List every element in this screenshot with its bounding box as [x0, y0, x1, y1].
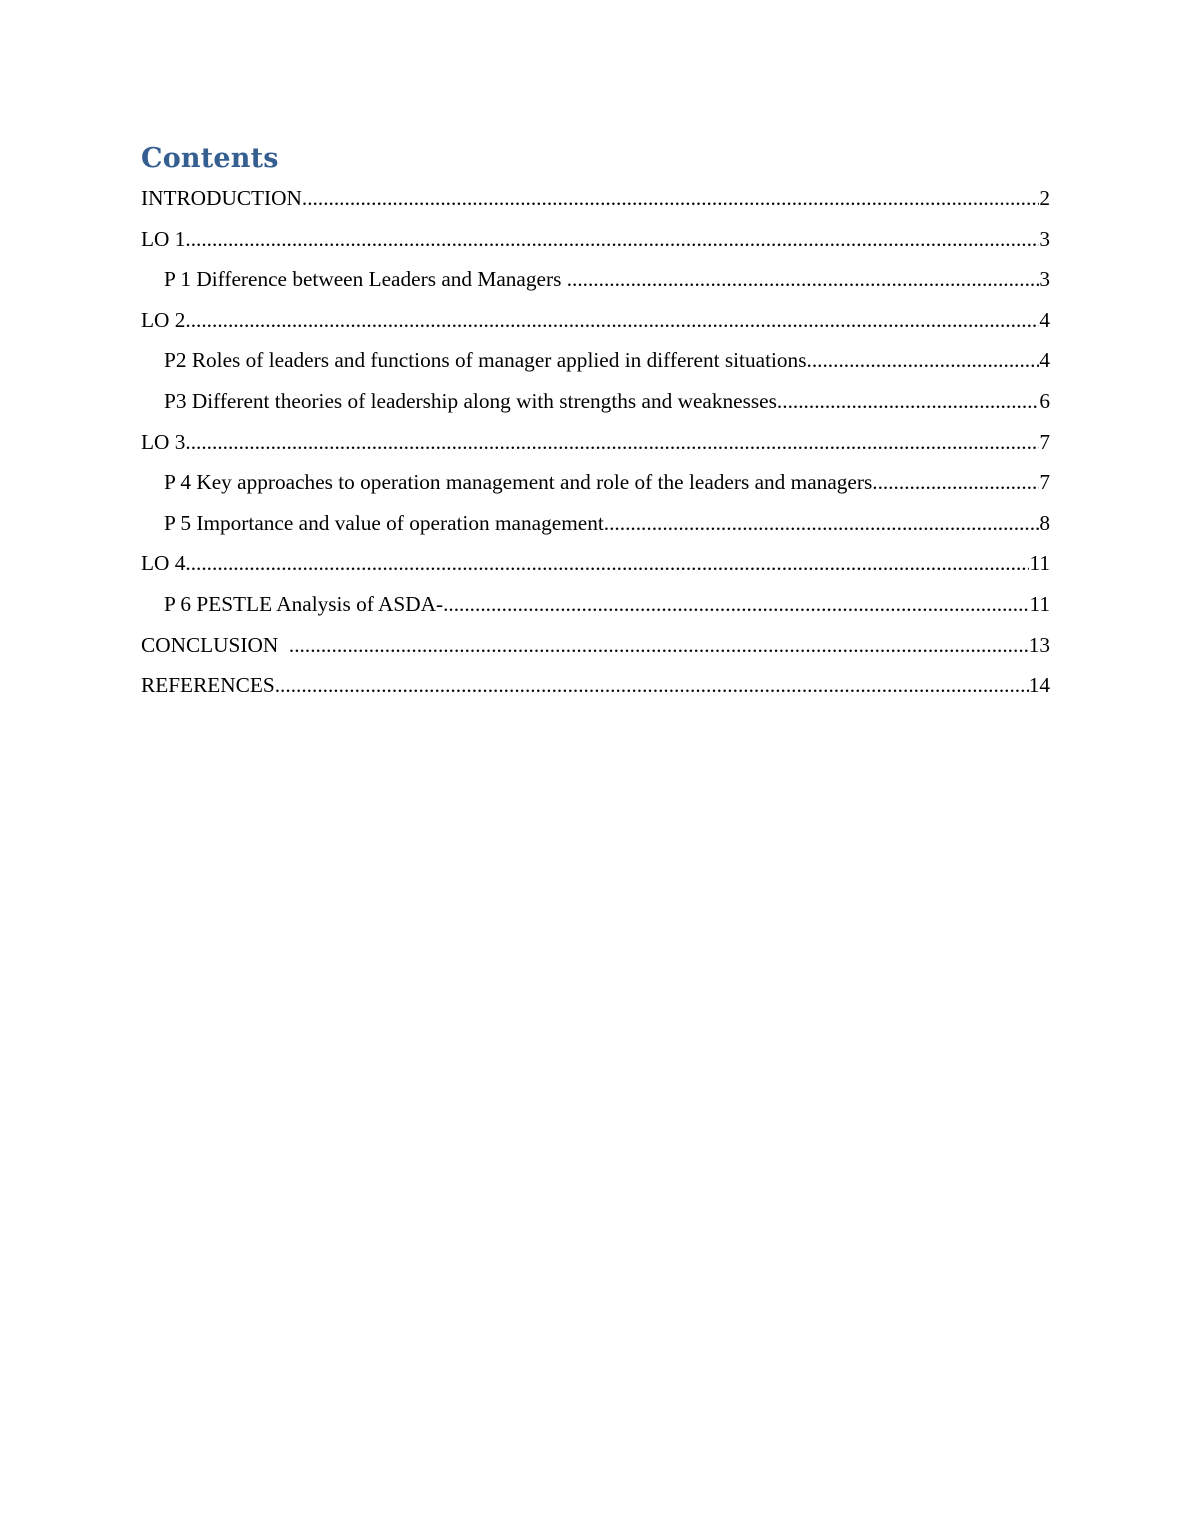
toc-entry-introduction[interactable] — [141, 178, 1050, 219]
toc-page-number: 2 — [1039, 186, 1050, 210]
toc-entry-references[interactable] — [141, 665, 1050, 706]
toc-entry-label: P2 Roles of leaders and functions of manager applied in different situations — [164, 348, 807, 373]
toc-entry-conclusion[interactable] — [141, 625, 1050, 666]
toc-entry-label: P 1 Difference between Leaders and Managers — [164, 267, 567, 292]
toc-page-number: 4 — [1039, 348, 1050, 373]
toc-page-number: 3 — [1039, 267, 1050, 292]
table-of-contents — [141, 140, 1050, 706]
dot-leader — [185, 219, 1039, 260]
toc-entry-p5[interactable] — [141, 503, 1050, 544]
toc-entry-lo1[interactable] — [141, 219, 1050, 260]
toc-heading: Contents — [141, 143, 279, 174]
toc-entry-p2[interactable] — [141, 340, 1050, 381]
dot-leader — [185, 300, 1039, 341]
dot-leader — [872, 462, 1039, 503]
toc-entry-lo3[interactable] — [141, 422, 1050, 463]
toc-entry-label: CONCLUSION — [141, 632, 289, 657]
toc-entry-p6[interactable] — [141, 584, 1050, 625]
toc-page-number: 14 — [1028, 673, 1050, 698]
toc-entry-label: INTRODUCTION — [141, 186, 302, 210]
toc-page-number: 7 — [1039, 470, 1050, 495]
toc-page-number: 7 — [1039, 429, 1050, 454]
toc-entry-label: LO 2 — [141, 307, 186, 332]
toc-entry-p4[interactable] — [141, 462, 1050, 503]
toc-page-number: 3 — [1039, 226, 1050, 251]
toc-page-number: 8 — [1039, 510, 1050, 535]
toc-page-number: 11 — [1029, 591, 1050, 616]
toc-list — [141, 178, 1050, 706]
toc-entry-lo4[interactable] — [141, 543, 1050, 584]
toc-entry-p1[interactable] — [141, 259, 1050, 300]
toc-entry-label: LO 1 — [141, 226, 186, 251]
toc-entry-label: P 4 Key approaches to operation management and role of the leaders and managers — [164, 470, 873, 495]
toc-entry-label: P 5 Importance and value of operation management — [164, 510, 604, 535]
dot-leader — [185, 422, 1039, 463]
dot-leader — [807, 340, 1040, 381]
dot-leader — [289, 625, 1029, 666]
dot-leader — [777, 381, 1039, 422]
toc-entry-p3[interactable] — [141, 381, 1050, 422]
toc-page-number: 6 — [1039, 388, 1050, 413]
toc-page-number: 13 — [1028, 632, 1050, 657]
dot-leader — [604, 503, 1040, 544]
toc-entry-label: REFERENCES — [141, 673, 275, 698]
toc-entry-label: LO 3 — [141, 429, 186, 454]
toc-page-number: 11 — [1029, 551, 1050, 576]
toc-page-number: 4 — [1039, 307, 1050, 332]
toc-entry-lo2[interactable] — [141, 300, 1050, 341]
toc-entry-label: P3 Different theories of leadership along with strengths and weaknesses — [164, 388, 777, 413]
dot-leader — [302, 178, 1039, 219]
dot-leader — [275, 665, 1029, 706]
dot-leader — [443, 584, 1029, 625]
dot-leader — [567, 259, 1040, 300]
dot-leader — [185, 543, 1029, 584]
toc-entry-label: LO 4 — [141, 551, 186, 576]
toc-entry-label: P 6 PESTLE Analysis of ASDA- — [164, 591, 444, 616]
